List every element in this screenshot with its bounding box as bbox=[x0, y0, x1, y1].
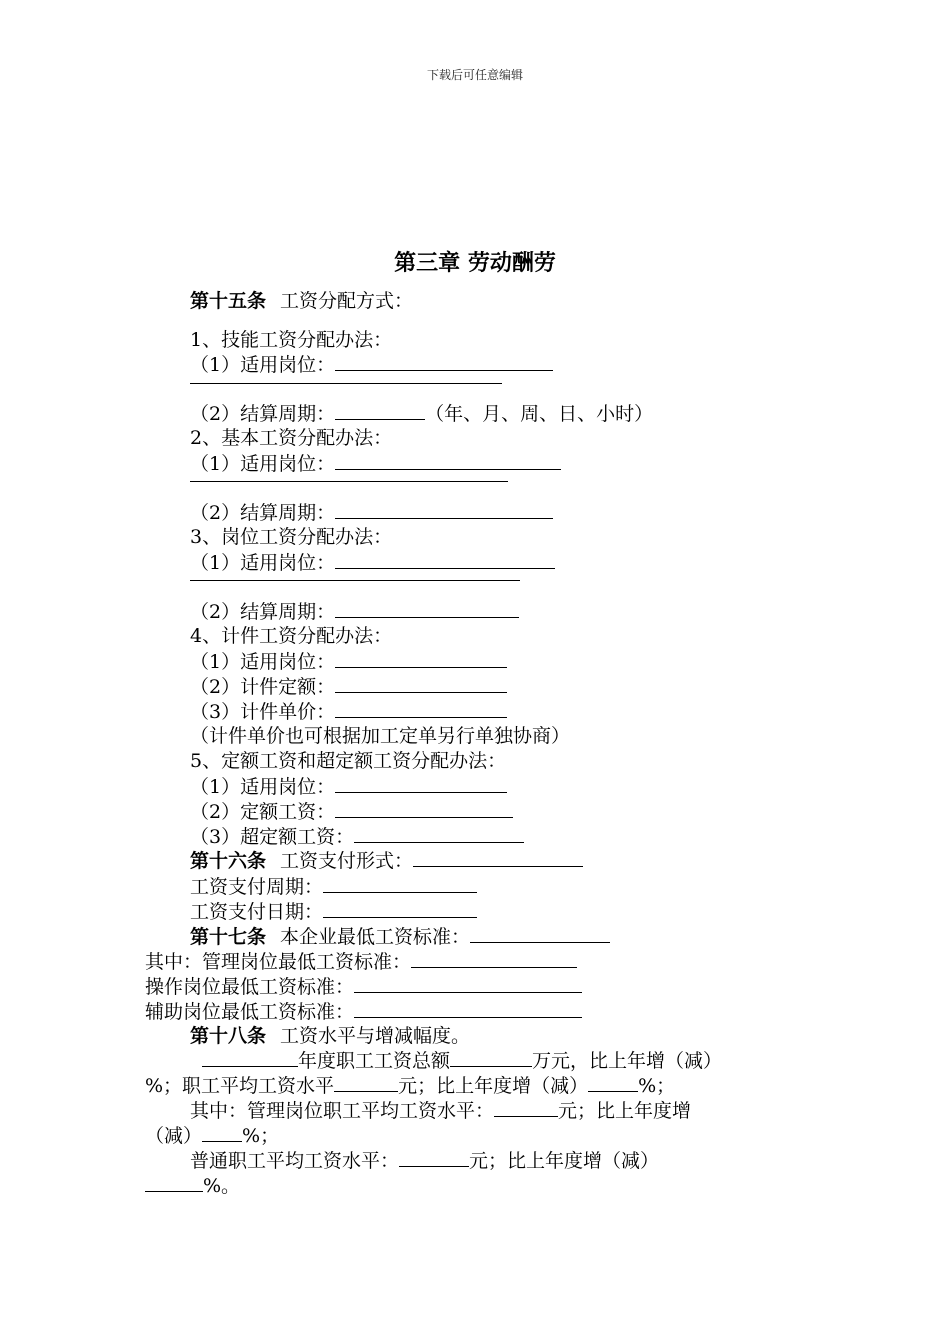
s1-period-line bbox=[190, 401, 653, 426]
avg-wage-line bbox=[145, 1073, 675, 1098]
s3-post-blank[interactable] bbox=[335, 550, 555, 569]
s1-post-line bbox=[190, 352, 553, 377]
s3-post-line bbox=[190, 550, 555, 575]
s5-over-line bbox=[190, 824, 524, 849]
s2-post-blank[interactable] bbox=[335, 451, 561, 470]
article-text: 工资支付形式： bbox=[280, 850, 414, 872]
pay-date-line bbox=[190, 899, 477, 924]
min-aux-blank[interactable] bbox=[354, 999, 582, 1018]
section-3-heading: 3、岗位工资分配办法： bbox=[190, 526, 393, 548]
min-aux-line bbox=[145, 999, 582, 1024]
wage-total-line bbox=[202, 1048, 722, 1073]
article-text: 工资水平与增减幅度。 bbox=[280, 1025, 471, 1047]
s2-post-label: （1）适用岗位： bbox=[190, 453, 336, 475]
article-label: 第十八条 bbox=[190, 1025, 267, 1047]
section-1-heading: 1、技能工资分配办法： bbox=[190, 329, 393, 351]
s5-over-label: （3）超定额工资： bbox=[190, 826, 355, 848]
s5-quota-line bbox=[190, 799, 513, 824]
article-16 bbox=[190, 848, 583, 873]
min-oper-line bbox=[145, 974, 582, 999]
percent-suffix: %； bbox=[242, 1125, 280, 1147]
s4-price-label: （3）计件单价： bbox=[190, 701, 336, 723]
s3-period-blank[interactable] bbox=[335, 599, 519, 618]
avg-wage-change-label: 元；比上年度增（减） bbox=[398, 1075, 589, 1097]
s5-post-line bbox=[190, 774, 507, 799]
s2-post-continuation-blank[interactable] bbox=[190, 481, 508, 482]
percent-suffix: %。 bbox=[203, 1175, 241, 1197]
article-label: 第十五条 bbox=[190, 290, 267, 312]
common-avg-label: 普通职工平均工资水平： bbox=[190, 1150, 400, 1172]
s3-period-line bbox=[190, 599, 519, 624]
mgmt-change-line bbox=[145, 1123, 279, 1148]
s5-over-blank[interactable] bbox=[354, 824, 524, 843]
min-aux-label: 辅助岗位最低工资标准： bbox=[145, 1001, 355, 1023]
s5-quota-label: （2）定额工资： bbox=[190, 801, 336, 823]
s1-period-blank[interactable] bbox=[335, 401, 425, 420]
s2-period-line bbox=[190, 500, 553, 525]
s5-post-blank[interactable] bbox=[335, 774, 507, 793]
mgmt-avg-change-label: 元；比上年度增 bbox=[558, 1100, 692, 1122]
s3-post-label: （1）适用岗位： bbox=[190, 552, 336, 574]
mgmt-avg-label: 其中：管理岗位职工平均工资水平： bbox=[190, 1100, 495, 1122]
s4-quota-blank[interactable] bbox=[335, 674, 507, 693]
min-mgmt-line bbox=[145, 949, 577, 974]
s4-price-blank[interactable] bbox=[335, 699, 507, 718]
common-change-line bbox=[145, 1173, 240, 1198]
pay-form-blank[interactable] bbox=[413, 848, 583, 867]
mgmt-avg-line bbox=[190, 1098, 691, 1123]
s4-quota-line bbox=[190, 674, 507, 699]
s4-post-label: （1）适用岗位： bbox=[190, 651, 336, 673]
min-oper-label: 操作岗位最低工资标准： bbox=[145, 976, 355, 998]
page-header: 下载后可任意编辑 bbox=[426, 68, 523, 82]
year-blank[interactable] bbox=[202, 1048, 298, 1067]
min-mgmt-blank[interactable] bbox=[411, 949, 577, 968]
s2-period-blank[interactable] bbox=[335, 500, 553, 519]
s1-post-label: （1）适用岗位： bbox=[190, 354, 336, 376]
s2-post-line bbox=[190, 451, 561, 476]
s1-period-units: （年、月、周、日、小时） bbox=[425, 403, 654, 425]
wage-total-unit: 万元，比上年增（减） bbox=[532, 1050, 723, 1072]
article-17 bbox=[190, 924, 610, 949]
s4-post-blank[interactable] bbox=[335, 649, 507, 668]
s1-post-continuation-blank[interactable] bbox=[190, 383, 502, 384]
pay-cycle-blank[interactable] bbox=[323, 874, 477, 893]
section-5-heading: 5、定额工资和超定额工资分配办法： bbox=[190, 750, 507, 772]
min-wage-blank[interactable] bbox=[470, 924, 610, 943]
s1-post-blank[interactable] bbox=[335, 352, 553, 371]
section-4-heading: 4、计件工资分配办法： bbox=[190, 625, 393, 647]
s5-quota-blank[interactable] bbox=[335, 799, 513, 818]
mgmt-change-label: （减） bbox=[145, 1125, 203, 1147]
wage-total-blank[interactable] bbox=[450, 1048, 532, 1067]
mgmt-avg-blank[interactable] bbox=[494, 1098, 558, 1117]
common-change-blank[interactable] bbox=[145, 1173, 203, 1192]
avg-wage-change-blank[interactable] bbox=[588, 1073, 638, 1092]
pay-cycle-label: 工资支付周期： bbox=[190, 876, 324, 898]
s4-note: （计件单价也可根据加工定单另行单独协商） bbox=[190, 725, 571, 747]
article-label: 第十七条 bbox=[190, 926, 267, 948]
s2-period-label: （2）结算周期： bbox=[190, 502, 336, 524]
wage-total-label: 年度职工工资总额 bbox=[298, 1050, 451, 1072]
s1-period-label: （2）结算周期： bbox=[190, 403, 336, 425]
avg-wage-label: %；职工平均工资水平 bbox=[145, 1075, 335, 1097]
article-text: 本企业最低工资标准： bbox=[280, 926, 471, 948]
common-avg-blank[interactable] bbox=[399, 1148, 469, 1167]
s5-post-label: （1）适用岗位： bbox=[190, 776, 336, 798]
article-text: 工资分配方式： bbox=[280, 290, 414, 312]
s3-post-continuation-blank[interactable] bbox=[190, 580, 520, 581]
mgmt-change-blank[interactable] bbox=[202, 1123, 242, 1142]
percent-suffix: %； bbox=[638, 1075, 676, 1097]
article-15 bbox=[190, 289, 413, 313]
pay-cycle-line bbox=[190, 874, 477, 899]
article-label: 第十六条 bbox=[190, 850, 267, 872]
s4-quota-label: （2）计件定额： bbox=[190, 676, 336, 698]
s4-price-line bbox=[190, 699, 507, 724]
avg-wage-blank[interactable] bbox=[334, 1073, 398, 1092]
pay-date-label: 工资支付日期： bbox=[190, 901, 324, 923]
pay-date-blank[interactable] bbox=[323, 899, 477, 918]
section-2-heading: 2、基本工资分配办法： bbox=[190, 427, 393, 449]
min-mgmt-label: 其中：管理岗位最低工资标准： bbox=[145, 951, 412, 973]
common-avg-change-label: 元；比上年度增（减） bbox=[469, 1150, 660, 1172]
common-avg-line bbox=[190, 1148, 659, 1173]
s3-period-label: （2）结算周期： bbox=[190, 601, 336, 623]
chapter-title: 第三章 劳动酬劳 bbox=[394, 251, 556, 276]
article-18 bbox=[190, 1024, 470, 1048]
s4-post-line bbox=[190, 649, 507, 674]
min-oper-blank[interactable] bbox=[354, 974, 582, 993]
